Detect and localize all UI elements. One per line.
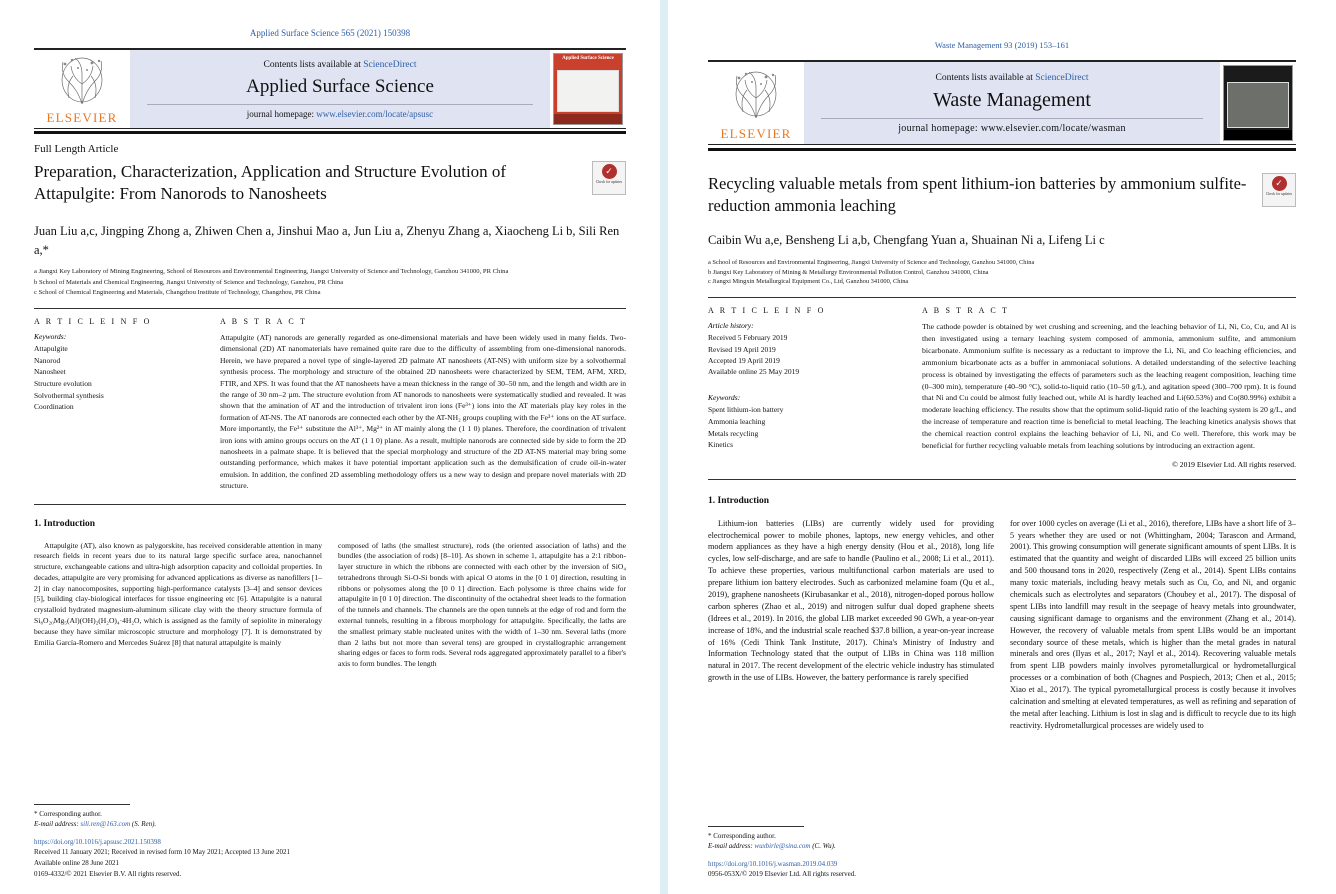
history-item: Revised 19 April 2019 [708,344,776,354]
authors-left: Juan Liu a,c, Jingping Zhong a, Zhiwen Chen a, Jinshui Mao a, Jun Liu a, Zhenyu Zhang a, Xiaocheng Li b, Sili Ren a,* [34,223,620,257]
homepage-text[interactable]: www.elsevier.com/locate/wasman [980,122,1126,134]
cover-footer-bar [554,114,622,124]
journal-title-right: Waste Management [933,88,1091,111]
journal-homepage-right [821,118,1204,134]
keywords-label-left: Keywords: [34,332,67,342]
affiliations-left [34,267,626,298]
title-row-right [708,173,1296,217]
abstract-rule-left [34,504,626,505]
info-abstract-left [34,308,626,491]
masthead-center-left [130,50,550,128]
email-link[interactable]: wuxbirle@sina.com [754,842,811,851]
homepage-prefix: journal homepage: [246,108,317,119]
homepage-prefix: journal homepage: [898,122,981,134]
affiliation-item: c School of Chemical Engineering and Materials, Changzhou Institute of Technology, Changzhou, PR China [34,288,321,296]
keyword-item: Nanorod [34,355,61,365]
history-item: Available online 25 May 2019 [708,367,800,377]
affiliation-item: c Jiangxi Mingxin Metallurgical Equipment Co., Ltd, Ganzhou 341000, China [708,278,909,286]
title-row-left [34,161,626,206]
affiliations-right [708,258,1296,288]
masthead-right [708,60,1296,145]
elsevier-wordmark: ELSEVIER [720,126,792,141]
footnote-rule [708,826,804,827]
doi-link-right[interactable]: https://doi.org/10.1016/j.wasman.2019.04.039 [708,859,838,868]
email-label: E-mail address: [708,842,753,851]
keyword-item: Coordination [34,402,74,412]
keyword-item: Solvothermal synthesis [34,390,104,400]
abstract-right [922,306,1296,468]
crossmark-label: Check for updates [1265,192,1293,196]
abstract-copyright-right: © 2019 Elsevier Ltd. All rights reserved. [1172,459,1296,469]
history-item: Received 5 February 2019 [708,333,788,343]
journal-title-left: Applied Surface Science [246,75,434,97]
keyword-item: Kinetics [708,440,733,450]
history-list-right [708,332,904,377]
sciencedirect-link[interactable]: ScienceDirect [1035,72,1089,83]
elsevier-wordmark: ELSEVIER [46,110,118,125]
footnote-rule [34,804,130,805]
abstract-text-right: The cathode powder is obtained by wet crushing and screening, and the leaching behavior of Li, Ni, Co, Cu, and Al is then investigated using a ternary leaching system composed of ammonia, ammonium sulfite, and ammonium bicarbonate. Ammonium sulfite is necessary as a reductant to improve the Li, Ni, and Co leaching efficiencies, and ammonium bicarbonate acts as a buffer in ammoniacal solutions. A detailed understanding of the selective leaching process is obtained by investigating the effects of parameters such as the leaching reagent composition, leaching time (0–300 min), temperature (40–90 °C), solid-to-liquid ratio (10–50 g/L), and agitation speed (300–700 rpm). It is found that Ni and Cu could be almost fully leached out, while Al is hardly leached and Li(60.53%) and Co(80.99%) exhibit a moderate leaching efficiency. The results show that the optimum solid-liquid ratio of the leaching system is 20 g/L, and the increase of temperature and reaction time is beneficial to metal leaching. The leaching kinetics analysis shows that the chemical reaction control explains the leaching behavior of Li, Ni, and Co well. Therefore, this work may be beneficial for further recycling valuable metals from leaching solutions by introducing an extraction agent. [922,322,1296,450]
info-abstract-right [708,297,1296,468]
keyword-item: Nanosheet [34,367,66,377]
email-link[interactable]: sili.ren@163.com [80,820,131,829]
keywords-list-right [708,404,904,451]
email-line-right [708,841,998,852]
issn-copyright-left: 0169-4332/© 2021 Elsevier B.V. All rights reserved. [34,870,182,879]
paragraph: Lithium-ion batteries (LIBs) are currently widely used for providing electrochemical power to mobile phones, laptops, new energy vehicles, and other modern appliances as they have a high energy density (Hou et al., 2018), long life cycles, low self-discharge, and are safe to handle (Paulino et al., 2008; Li et al., 2011). To achieve these properties, various multifunctional carbon materials are used to prepare lithium ion battery electrodes. Such as carbonized melamine foam (Qu et al., 2019), graphene nanosheets (Kirubasankar et al., 2018), nitrogen-doped porous hollow carbon spheres (Zhao et al., 2019) and nitrogen sulfur dual doped graphene sheets (Idrees et al., 2019). In 2016, the global LIB market exceeded 90 GWh, a year-on-year increase of 18%, and the industrial scale reached $37.8 billion, a year-on-year increase of 16% (Cedi Think Tank Institute, 2017). China's Ministry of Industry and Information Technology stated that the output of LIBs in China was 118 million natural in 2017. The recent development of the electric vehicle industry has stimulated growth in the use of LIBs. However, the battery performance is rarely specified [708,518,994,683]
intro-heading-left: 1. Introduction [34,518,96,529]
cover-image [557,70,619,112]
crossmark-label: Check for updates [595,180,623,184]
contents-prefix: Contents lists available at [935,72,1036,83]
affiliation-item: a School of Resources and Environmental Engineering, Jiangxi University of Science and Technology, Ganzhou 341000, China [708,258,1035,266]
page-left[interactable] [0,0,660,894]
abstract-heading: A B S T R A C T [922,306,1010,316]
body-column-1-left [34,541,322,672]
cover-title-left: Applied Surface Science [562,56,614,61]
page-right[interactable] [668,0,1336,894]
article-info-left [34,317,202,491]
masthead-left [34,48,626,129]
running-head-right: Waste Management 93 (2019) 153–161 [934,40,1070,50]
keywords-list-left [34,343,202,413]
article-info-heading: A R T I C L E I N F O [708,306,826,316]
history-label-right: Article history: [708,321,754,331]
keyword-item: Attapulgite [34,344,68,354]
paragraph: for over 1000 cycles on average (Li et al., 2016), therefore, LIBs have a short life of 3–5 years whether they are used or not (Whittingham, 2004; Tarascon and Armand, 2001). This growing consumption will generate significant amounts of spent LIBs. It is estimated that the quantity and weight of discarded LIBs will exceed 25 billion units and 500 thousand tons in 2020, respectively (Zeng et al., 2014). Spent LIBs contains many toxic materials, including heavy metals such as Cu, Co, and Ni, and organic chemicals such as electrolytes and separators (Choubey et al., 2017). The disposal of spent LIBs into landfill may result in the seepage of heavy metals into groundwater, causing significant damage to organisms and the environment (Zhang et al., 2014). However, the recovery of valuable metals from spent LIBs would be an important secondary source of these metals, which is higher than the metal grades in natural minerals and ores (Ilyas et al., 2017; Nayl et al., 2014). Recovering valuable metals from spent LIB powders mainly involves pyrometallurgical or hydrometallurgical processes or a combination of both (Chagnes and Pospiech, 2013; Chen et al., 2015; Xiao et al., 2017). The typical pyrometallurgical process is costly because it involves calcination and smelting at elevated temperatures, as well as refining and separation of the metal after leaching. Lithium is lost in slag and is difficult to recycle due to its high reactivity. Hydrometallurgical processes are widely used to [1010,518,1296,730]
homepage-link[interactable]: www.elsevier.com/locate/apsusc [316,108,434,119]
page-title-left: Preparation, Characterization, Application and Structure Evolution of Attapulgite: From Nanorods to Nanosheets [34,162,507,204]
elsevier-logo-right [708,62,804,144]
contents-line-left [263,60,416,70]
footnote-right [708,826,998,880]
affiliation-item: a Jiangxi Key Laboratory of Mining Engineering, School of Resources and Environmental Engineering, Jiangxi University of Science and Technology, Ganzhou 341000, PR China [34,268,509,276]
abstract-heading: A B S T R A C T [220,317,308,327]
masthead-rule-right [708,148,1296,151]
abstract-text-left: Attapulgite (AT) nanorods are generally regarded as one-dimensional materials and have been widely used in many fields. Two-dimensional (2D) AT nanomaterials have remained quite rare due to the difficulty of assembling from one-dimensional nanorods. Herein, we have prepared a novel type of single-layered 2D palmate AT nanosheets (AT-NS) with uniform size by a solvothermal synthesis process. The morphology and structure of the obtained 2D nanosheets were characterized by SEM, TEM, AFM, XRD, FTIR, and XPS. It was found that the AT nanosheets have a mean thickness in the range of 30–50 nm, and the length and width are in the range of 30 nm–2 µm. The structure evolution from AT nanorods to nanosheets were systematically studied and revealed. It was shown that the amination of AT and the introduction of trivalent iron ions (Fe³⁺) ions into the AT materials play key roles in the formation of AT-NS. The AT nanorods are connected each other by the AT-NH₂ groups coupling with the Fe³⁺ ions on the AT surface. More importantly, the Fe³⁺ substitute the Al³⁺, Mg²⁺ in AT mainly along the (1 1 0) planes. Therefore, the coordination of trivalent iron ions with amino groups occurs on the AT (1 1 0) plane. As a result, multiple nanorods are connected side by side to form the 2D nanosheets in a palmate shape. It is believed that the special morphology and structure of the 2D AT-NS material may bring some outstanding performance, which makes it have potential important application such as the demulsification of crude oil-in-water emulsion. In addition, the confined 2D assembling methodology offers us a new way to design and prepare novel materials with 2D structure. [220,333,626,491]
email-suffix: (S. Ren). [131,820,157,829]
abstract-left [220,317,626,491]
footnote-left [34,804,334,880]
history-item: Accepted 19 April 2019 [708,355,780,365]
running-head-left: Applied Surface Science 565 (2021) 150398 [249,28,411,38]
crossmark-icon: ✓ [1272,176,1287,191]
body-column-2-left [338,541,626,672]
doi-link-left[interactable]: https://doi.org/10.1016/j.apsusc.2021.150398 [34,837,161,846]
body-column-2-right [1010,518,1296,734]
page-title-right: Recycling valuable metals from spent lithium-ion batteries by ammonium sulfite-reduction ammonia leaching [708,174,1247,215]
received-history-left: Received 11 January 2021; Received in revised form 10 May 2021; Accepted 13 June 2021 [34,848,290,857]
email-suffix: (C. Wu). [812,842,836,851]
available-online-left: Available online 28 June 2021 [34,859,120,868]
contents-line-right [935,73,1088,83]
issn-copyright-right: 0956-053X/© 2019 Elsevier Ltd. All rights reserved. [708,870,857,879]
body-column-1-right [708,518,994,734]
article-info-heading: A R T I C L E I N F O [34,317,152,327]
intro-heading-right: 1. Introduction [708,495,770,506]
elsevier-logo-left [34,50,130,128]
keywords-label-right: Keywords: [708,393,741,403]
email-line-left [34,819,334,830]
journal-cover-right [1223,65,1293,141]
crossmark-icon: ✓ [602,164,617,179]
elsevier-tree-icon [34,50,130,110]
journal-cover-left [553,53,623,125]
abstract-rule-right [708,479,1296,480]
body-columns-left [34,541,626,672]
keyword-item: Ammonia leaching [708,417,766,427]
elsevier-tree-icon [708,62,804,126]
paragraph: composed of laths (the smallest structure), rods (the oriented association of laths) and the bundles (the association of rods) [8–10]. As shown in scheme 1, attapulgite has a 2:1 ribbon-layer structure in which the ribbons are connected with each other by the inversion of SiO₄ tetrahedrons through Si-O-Si bonds with apical O atoms in the [0 1 0] direction, resulting in ribbons or polysomes along the [0 0 1] direction. Each polysome is three chains wide for attapulgite in [0 1 0] direction. The discontinuity of the octahedral sheet leads to the formation of the tunnels and channels. The channels are the open tunnels at the edge of rod and form the external tunnels, resulting in a fibrous morphology for attapulgite. Specifically, the laths are the smallest primary stable nucleated unites with the width of 1–30 nm. Several laths (more than 2 laths but not more than several tens) are grouped in crystallographic arrangement sharing edges or faces to form rods. Several rods aggregated approximately parallel to a fiber's axis to form bundles. The length [338,540,626,669]
affiliation-item: b Jiangxi Key Laboratory of Mining & Metallurgy Environmental Pollution Control, Ganzhou 341000, China [708,268,989,276]
paragraph: Attapulgite (AT), also known as palygorskite, has received considerable attention in many research fields in recent years due to its natural large specific surface area, nanochannel structure, exchangeable cations and ultra-high adsorption capacity and colloidal properties. In decades, attapulgite are very promising for advanced applications as diverse as nanofillers [1–2] in clay nanocomposites, supporting high-performance catalysts [3–4] and sensor devices [5], building clay-biological interfaces for tissue engineering etc [6]. Attapulgite is a natural crystalloid hydrated magnesium-aluminum silicate clay with the theory structure formula of Si₈O₂₀Mg₅(Al)(OH)₂(H₂O)₄·4H₂O, which is assigned as the family of sepiolite in mineralogy because they have similar microscopic structure and morphology [7]. It is demonstrated by Emilia García-Romero and Mercedes Suárez [8] that natural attapulgite is mainly [34,540,322,647]
masthead-center-right [804,62,1220,144]
keyword-item: Spent lithium-ion battery [708,405,784,415]
keyword-item: Structure evolution [34,378,92,388]
masthead-rule-left [34,131,626,134]
authors-right: Caibin Wu a,e, Bensheng Li a,b, Chengfang Yuan a, Shuainan Ni a, Lifeng Li c [708,232,1105,247]
keyword-item: Metals recycling [708,428,759,438]
crossmark-badge-left[interactable] [592,161,626,195]
journal-homepage-left [147,104,533,119]
cover-image [1227,82,1289,128]
cover-footer-bar [1224,130,1292,140]
contents-prefix: Contents lists available at [263,59,364,70]
article-info-right [708,306,904,468]
crossmark-badge-right[interactable] [1262,173,1296,207]
corresponding-author-note: * Corresponding author. [34,809,102,818]
corresponding-author-note: * Corresponding author. [708,831,776,840]
body-columns-right [708,518,1296,734]
sciencedirect-link[interactable]: ScienceDirect [363,59,417,70]
email-label: E-mail address: [34,820,79,829]
article-type-left: Full Length Article [34,143,119,155]
affiliation-item: b School of Materials and Chemical Engineering, Jiangxi University of Science and Technology, Ganzhou, PR China [34,278,344,286]
